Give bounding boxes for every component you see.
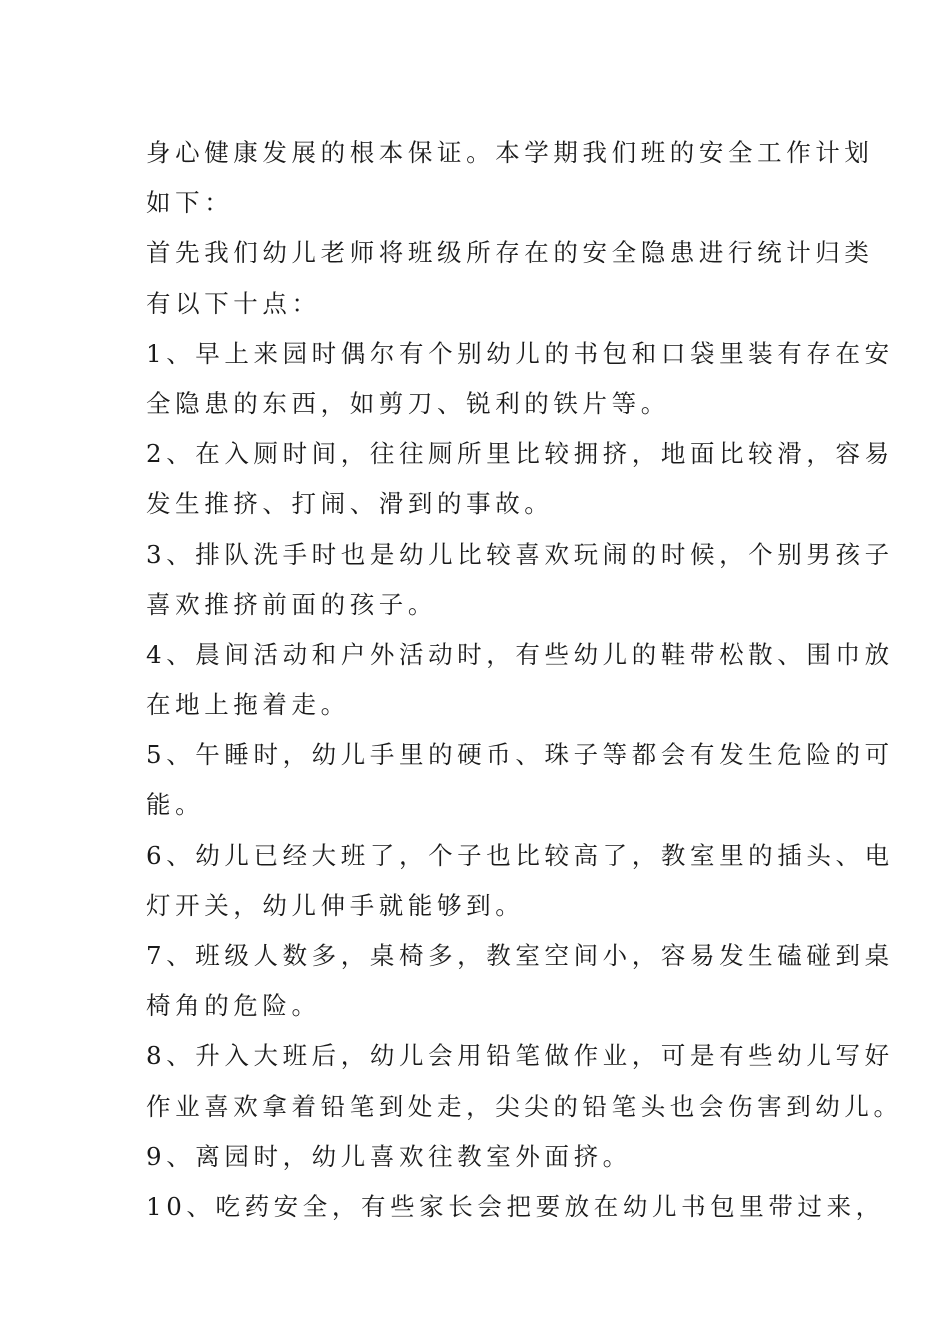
text-line: 8、升入大班后，幼儿会用铅笔做作业，可是有些幼儿写好 xyxy=(146,1041,894,1071)
text-line: 3、排队洗手时也是幼儿比较喜欢玩闹的时候，个别男孩子 xyxy=(146,539,894,569)
body-text xyxy=(146,128,903,1232)
text-line: 5、午睡时，幼儿手里的硬币、珠子等都会有发生危险的可 xyxy=(146,740,894,770)
text-line: 有以下十点： xyxy=(146,288,321,318)
text-line: 4、晨间活动和户外活动时，有些幼儿的鞋带松散、围巾放 xyxy=(146,639,894,669)
text-line: 椅角的危险。 xyxy=(146,991,321,1021)
text-line: 发生推挤、打闹、滑到的事故。 xyxy=(146,489,554,519)
text-line: 喜欢推挤前面的孩子。 xyxy=(146,589,437,619)
text-line: 能。 xyxy=(146,790,205,820)
text-line: 7、班级人数多，桌椅多，教室空间小，容易发生磕碰到桌 xyxy=(146,941,894,970)
text-line: 全隐患的东西，如剪刀、锐利的铁片等。 xyxy=(146,388,670,418)
text-line: 首先我们幼儿老师将班级所存在的安全隐患进行统计归类 xyxy=(146,238,874,268)
text-line: 10、吃药安全，有些家长会把要放在幼儿书包里带过来， xyxy=(146,1191,885,1221)
text-line: 身心健康发展的根本保证。本学期我们班的安全工作计划 xyxy=(146,138,874,167)
text-line: 2、在入厕时间，往往厕所里比较拥挤，地面比较滑，容易 xyxy=(146,439,894,469)
text-line: 如下： xyxy=(146,188,234,218)
text-line: 1、早上来园时偶尔有个别幼儿的书包和口袋里装有存在安 xyxy=(146,338,894,368)
text-line: 在地上拖着走。 xyxy=(146,690,350,720)
text-line: 灯开关，幼儿伸手就能够到。 xyxy=(146,890,525,920)
text-line: 作业喜欢拿着铅笔到处走，尖尖的铅笔头也会伤害到幼儿。 xyxy=(146,1091,903,1121)
text-line: 9、离园时，幼儿喜欢往教室外面挤。 xyxy=(146,1141,632,1171)
text-line: 6、幼儿已经大班了，个子也比较高了，教室里的插头、电 xyxy=(146,840,894,870)
